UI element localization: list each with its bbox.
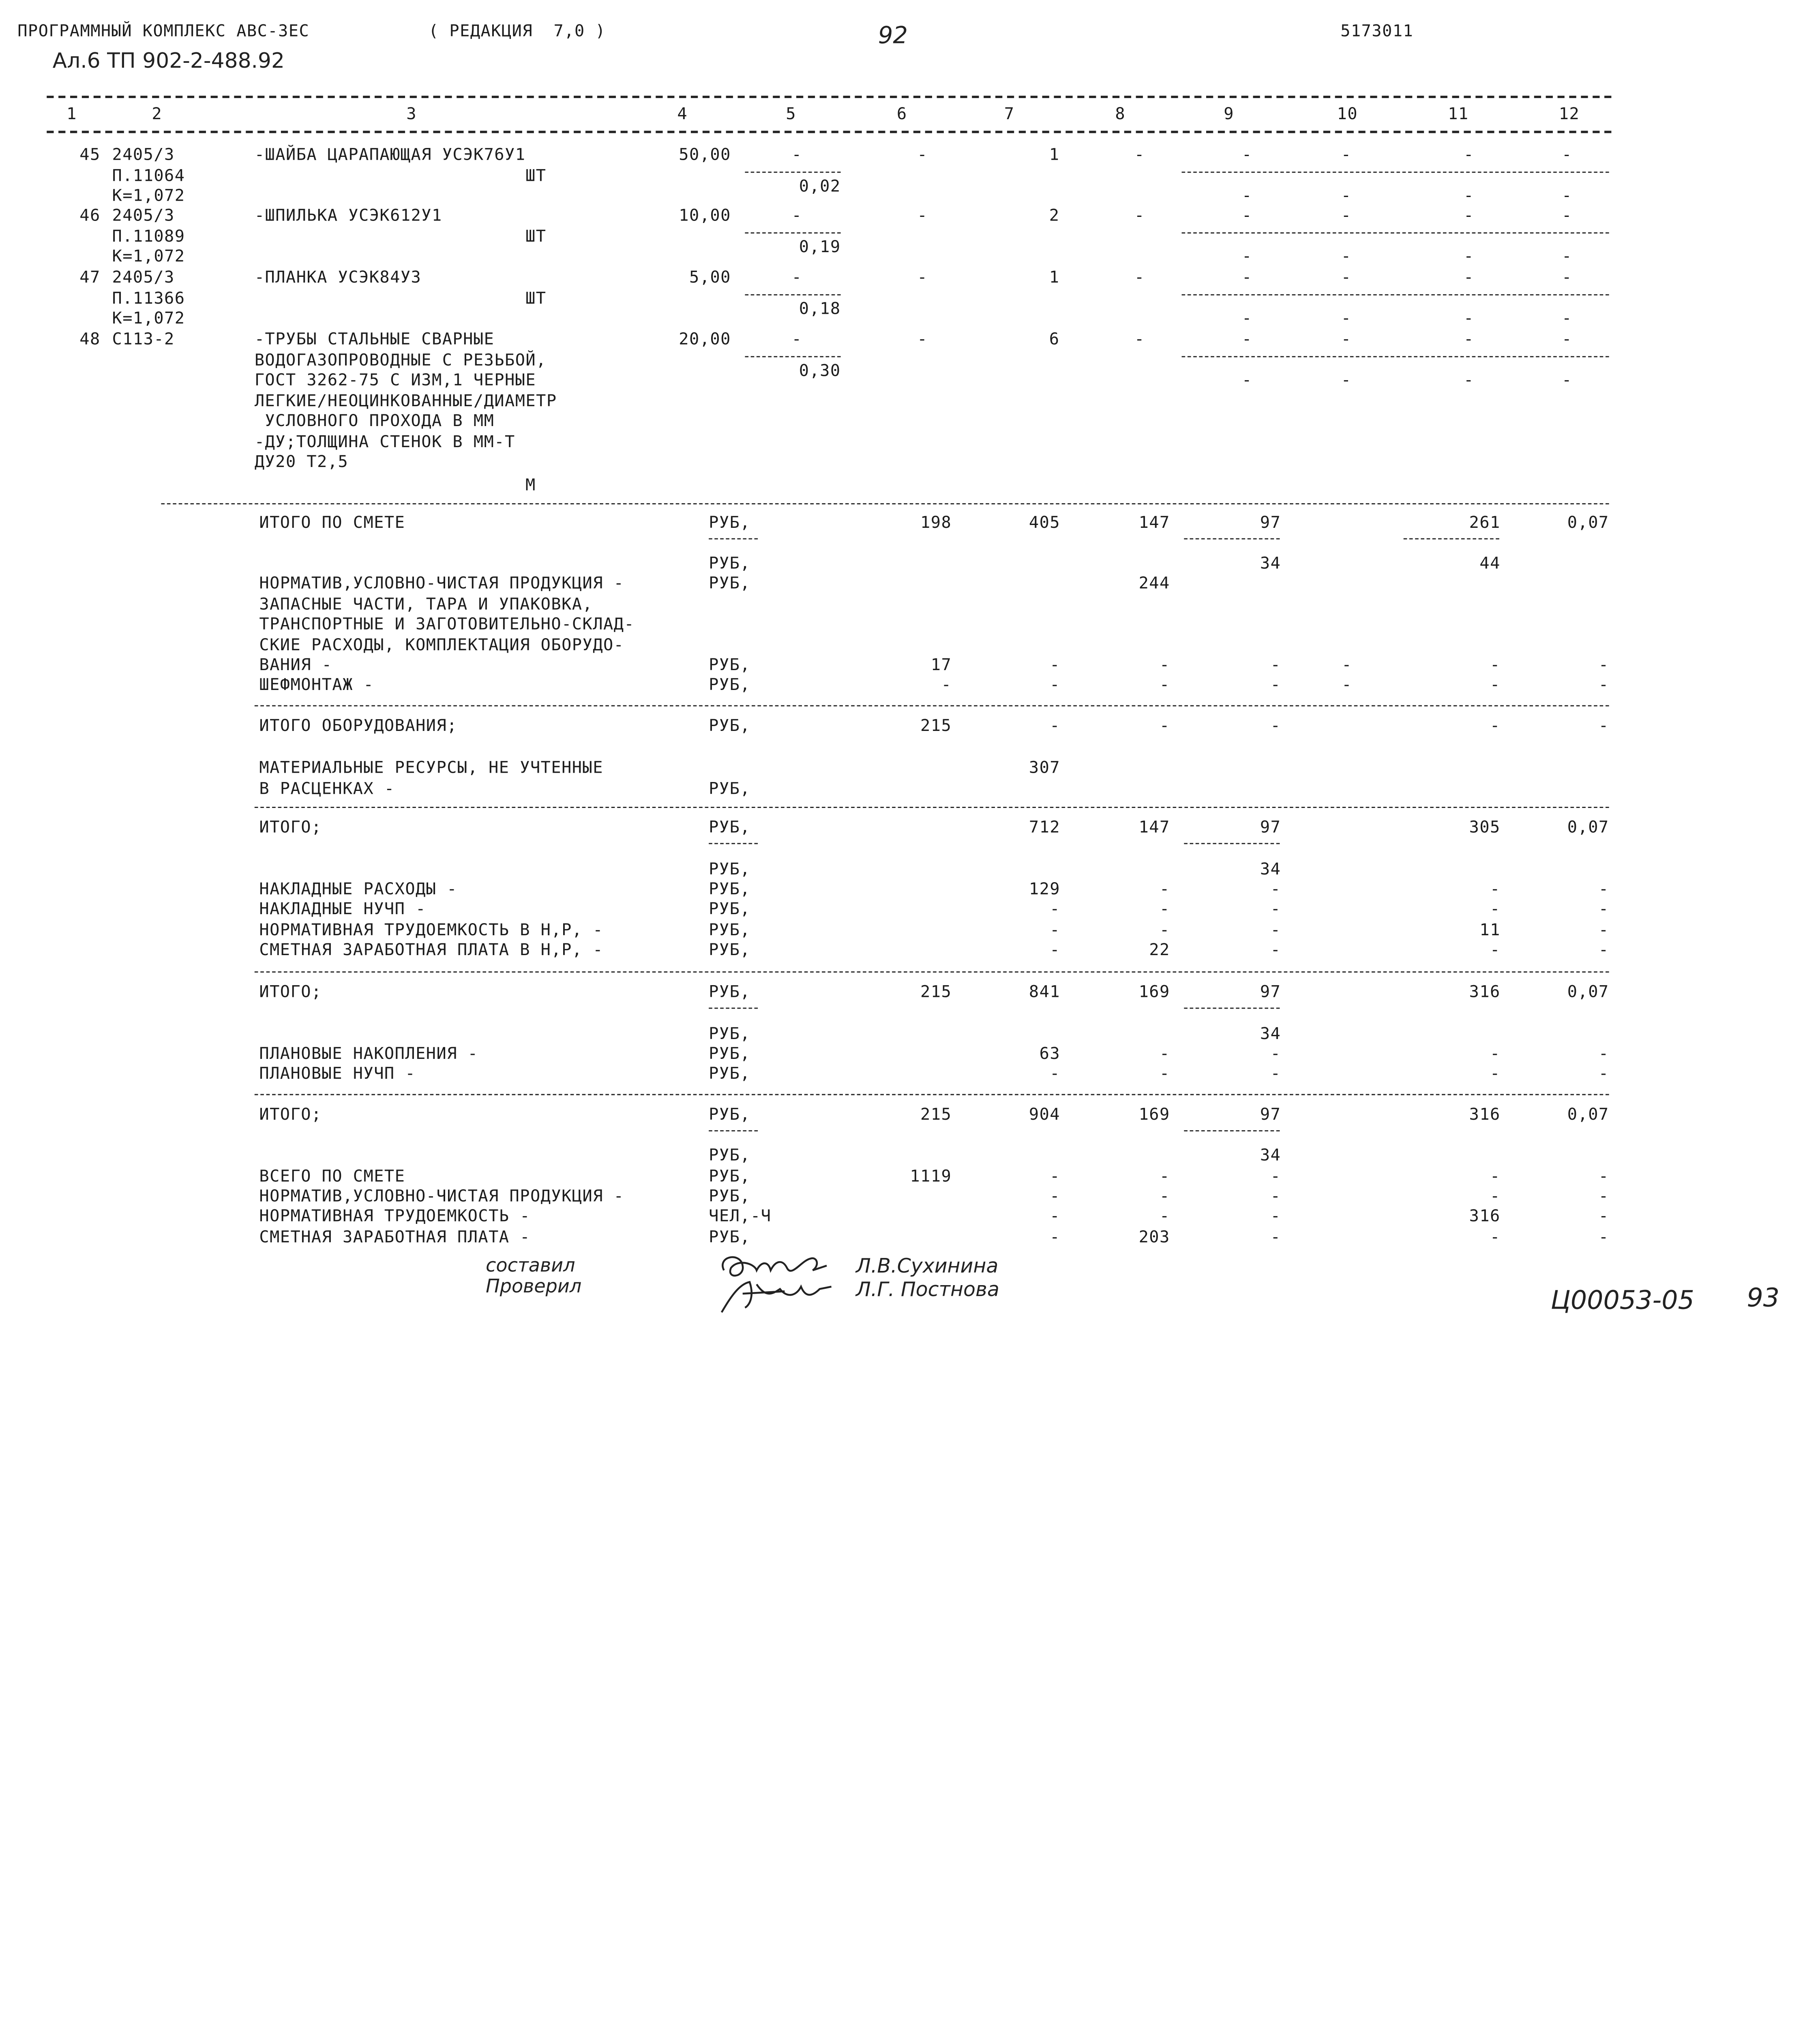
- summary-c8: 169: [1138, 1106, 1170, 1125]
- summary-c11: -: [1490, 1065, 1501, 1084]
- item-right-rule: [1182, 171, 1609, 173]
- summary-unit: РУБ,: [709, 1187, 751, 1206]
- summary-c9: -: [1270, 941, 1281, 960]
- summary-c11: -: [1490, 900, 1501, 919]
- item-name: ВОДОГАЗОПРОВОДНЫЕ С РЕЗЬБОЙ,: [254, 351, 547, 370]
- summary-c6: 1119: [910, 1168, 952, 1187]
- summary-c9: 34: [1260, 1025, 1281, 1044]
- unit-underline: [709, 1130, 758, 1131]
- summary-c9: -: [1270, 900, 1281, 919]
- compiler-name: Л.В.Сухинина: [856, 1255, 999, 1279]
- summary-unit: РУБ,: [709, 1045, 751, 1064]
- summary-c12: -: [1598, 941, 1609, 960]
- item-col8: -: [1134, 146, 1145, 165]
- summary-label: ИТОГО ПО СМЕТЕ: [259, 514, 405, 533]
- summary-c12: -: [1598, 676, 1609, 695]
- summary-c8: 203: [1138, 1228, 1170, 1247]
- item-c12-top: -: [1562, 206, 1572, 225]
- summary-label: НАКЛАДНЫЕ НУЧП -: [259, 900, 426, 919]
- summary-c9: -: [1270, 880, 1281, 899]
- column-header-3: 3: [406, 105, 417, 124]
- summary-top-rule: [161, 503, 1609, 504]
- summary-label: ИТОГО;: [259, 983, 322, 1002]
- summary-c9: -: [1270, 1228, 1281, 1247]
- checker-name: Л.Г. Постнова: [856, 1278, 999, 1302]
- compiled-label: составил: [486, 1254, 575, 1276]
- item-c12-bottom: -: [1562, 371, 1572, 390]
- summary-c11: 11: [1479, 921, 1501, 940]
- top-rule: [47, 96, 1611, 98]
- summary-c6: 215: [920, 1106, 952, 1125]
- summary-c9: 97: [1260, 818, 1281, 837]
- item-col7: 6: [1049, 330, 1060, 349]
- item-code: 2405/3: [112, 268, 175, 287]
- item-col6: -: [917, 268, 928, 287]
- summary-unit: РУБ,: [709, 921, 751, 940]
- item-c12-bottom: -: [1562, 186, 1572, 206]
- summary-unit: РУБ,: [709, 1228, 751, 1247]
- summary-c7: -: [1050, 1187, 1061, 1206]
- summary-c9: -: [1270, 656, 1281, 675]
- checked-label: Проверил: [486, 1275, 582, 1297]
- summary-c11: 261: [1469, 514, 1501, 533]
- item-name: -ШАЙБА ЦАРАПАЮЩАЯ УСЭК76У1: [254, 146, 526, 165]
- item-code: 2405/3: [112, 206, 175, 225]
- item-col5-top: -: [791, 146, 802, 165]
- summary-c11: 316: [1469, 1207, 1501, 1226]
- album-reference: Ал.6 ТП 902-2-488.92: [52, 49, 285, 74]
- summary-label: ВАНИЯ -: [259, 656, 332, 675]
- summary-c8: 244: [1138, 574, 1170, 594]
- column-header-9: 9: [1224, 105, 1234, 124]
- item-name: -ДУ;ТОЛЩИНА СТЕНОК В ММ-Т: [254, 433, 515, 452]
- summary-c9: -: [1270, 676, 1281, 695]
- summary-label: НОРМАТИВ,УСЛОВНО-ЧИСТАЯ ПРОДУКЦИЯ -: [259, 1187, 624, 1206]
- summary-c7: -: [1050, 921, 1061, 940]
- item-quantity: 20,00: [679, 330, 731, 349]
- item-c9-bottom: -: [1241, 247, 1252, 266]
- item-right-rule: [1182, 232, 1609, 234]
- item-name: ГОСТ 3262-75 С ИЗМ,1 ЧЕРНЫЕ: [254, 371, 536, 390]
- column-header-7: 7: [1004, 105, 1015, 124]
- summary-c9: -: [1270, 1065, 1281, 1084]
- item-c9-top: -: [1241, 268, 1252, 287]
- summary-c11: -: [1490, 1228, 1501, 1247]
- summary-c12: -: [1598, 1228, 1609, 1247]
- summary-c11: 316: [1469, 1106, 1501, 1125]
- summary-section-rule: [255, 807, 1609, 808]
- item-col5-bottom: 0,18: [799, 300, 841, 319]
- item-c11-top: -: [1464, 146, 1474, 165]
- item-right-rule: [1182, 356, 1609, 357]
- summary-c12: -: [1598, 717, 1609, 736]
- summary-c7: 841: [1029, 983, 1061, 1002]
- summary-c7: 712: [1029, 818, 1061, 837]
- item-col8: -: [1134, 268, 1145, 287]
- item-name: -ТРУБЫ СТАЛЬНЫЕ СВАРНЫЕ: [254, 330, 495, 349]
- summary-c8: -: [1160, 880, 1170, 899]
- summary-c9: 97: [1260, 1106, 1281, 1125]
- summary-c8: 22: [1149, 941, 1170, 960]
- item-right-rule: [1182, 294, 1609, 296]
- summary-c12: 0,07: [1567, 983, 1609, 1002]
- item-name: ЛЕГКИЕ/НЕОЦИНКОВАННЫЕ/ДИАМЕТР: [254, 392, 557, 411]
- item-c9-top: -: [1241, 206, 1252, 225]
- item-c12-bottom: -: [1562, 247, 1572, 266]
- item-code: К=1,072: [112, 309, 185, 328]
- summary-c9: 34: [1260, 860, 1281, 879]
- summary-label: ИТОГО ОБОРУДОВАНИЯ;: [259, 717, 457, 736]
- checker-signature-icon: [715, 1273, 855, 1319]
- summary-unit: РУБ,: [709, 656, 751, 675]
- item-col5-top: -: [791, 268, 802, 287]
- unit-underline: [709, 538, 758, 540]
- unit-underline: [709, 1007, 758, 1009]
- summary-c7: -: [1050, 900, 1061, 919]
- item-col5-rule: [745, 171, 840, 173]
- column-header-11: 11: [1448, 105, 1469, 124]
- summary-label: НОРМАТИВ,УСЛОВНО-ЧИСТАЯ ПРОДУКЦИЯ -: [259, 574, 624, 594]
- summary-c12: -: [1598, 1187, 1609, 1206]
- summary-c8: -: [1160, 921, 1170, 940]
- column-header-6: 6: [896, 105, 907, 124]
- item-name: УСЛОВНОГО ПРОХОДА В ММ: [254, 412, 495, 431]
- item-col6: -: [917, 330, 928, 349]
- summary-c9: 34: [1260, 555, 1281, 574]
- item-col5-bottom: 0,30: [799, 362, 841, 381]
- summary-c11: 316: [1469, 983, 1501, 1002]
- summary-c8: -: [1160, 1168, 1170, 1187]
- item-c12-bottom: -: [1562, 309, 1572, 328]
- item-c10-top: -: [1341, 206, 1352, 225]
- item-col8: -: [1134, 206, 1145, 225]
- summary-label: СМЕТНАЯ ЗАРАБОТНАЯ ПЛАТА В Н,Р, -: [259, 941, 603, 960]
- item-c10-bottom: -: [1341, 371, 1352, 390]
- column-header-12: 12: [1558, 105, 1580, 124]
- summary-label: ПЛАНОВЫЕ НАКОПЛЕНИЯ -: [259, 1045, 478, 1064]
- summary-c7: 405: [1029, 514, 1061, 533]
- col9-underline: [1184, 1007, 1280, 1009]
- edition-label: ( РЕДАКЦИЯ 7,0 ): [428, 22, 606, 41]
- summary-unit: РУБ,: [709, 818, 751, 837]
- summary-label: МАТЕРИАЛЬНЫЕ РЕСУРСЫ, НЕ УЧТЕННЫЕ: [259, 759, 603, 778]
- item-c11-bottom: -: [1464, 371, 1474, 390]
- program-title: ПРОГРАММНЫЙ КОМПЛЕКС АВС-3ЕС: [17, 22, 310, 41]
- item-c9-top: -: [1241, 330, 1252, 349]
- item-name: -ШПИЛЬКА УСЭК612У1: [254, 206, 442, 225]
- summary-unit: РУБ,: [709, 983, 751, 1002]
- summary-c7: -: [1050, 656, 1061, 675]
- summary-unit: РУБ,: [709, 779, 751, 798]
- summary-c12: -: [1598, 1045, 1609, 1064]
- summary-unit: РУБ,: [709, 860, 751, 879]
- summary-c11: -: [1490, 941, 1501, 960]
- summary-c8: -: [1160, 1065, 1170, 1084]
- item-unit: ШТ: [525, 166, 547, 185]
- summary-unit: РУБ,: [709, 514, 751, 533]
- item-c10-bottom: -: [1341, 247, 1352, 266]
- col9-underline: [1184, 1130, 1280, 1131]
- column-header-1: 1: [66, 105, 77, 124]
- item-number: 48: [79, 330, 101, 349]
- unit-underline: [709, 843, 758, 844]
- summary-section-rule: [255, 971, 1609, 973]
- item-c10-top: -: [1341, 146, 1352, 165]
- item-c9-bottom: -: [1241, 371, 1252, 390]
- doc-code: 5173011: [1340, 22, 1414, 41]
- summary-c9: 97: [1260, 983, 1281, 1002]
- item-c11-top: -: [1464, 268, 1474, 287]
- summary-c12: -: [1598, 1168, 1609, 1187]
- item-c11-bottom: -: [1464, 309, 1474, 328]
- column-header-10: 10: [1337, 105, 1358, 124]
- summary-c11: -: [1490, 676, 1501, 695]
- summary-c7: -: [1050, 1207, 1061, 1226]
- item-col5-rule: [745, 356, 840, 357]
- item-col5-rule: [745, 232, 840, 234]
- col9-underline: [1184, 538, 1280, 540]
- summary-c9: -: [1270, 717, 1281, 736]
- summary-c6: 215: [920, 717, 952, 736]
- summary-c6: -: [941, 676, 952, 695]
- item-col5-bottom: 0,02: [799, 177, 841, 196]
- summary-label: СМЕТНАЯ ЗАРАБОТНАЯ ПЛАТА -: [259, 1228, 530, 1247]
- item-quantity: 10,00: [679, 206, 731, 225]
- summary-unit: РУБ,: [709, 676, 751, 695]
- item-c9-top: -: [1241, 146, 1252, 165]
- summary-label: В РАСЦЕНКАХ -: [259, 779, 395, 798]
- summary-c7: -: [1050, 1168, 1061, 1187]
- summary-c9: -: [1270, 1168, 1281, 1187]
- summary-c8: 169: [1138, 983, 1170, 1002]
- item-number: 45: [79, 146, 101, 165]
- summary-c11: 44: [1479, 555, 1501, 574]
- item-col7: 1: [1049, 146, 1060, 165]
- summary-c11: -: [1490, 1168, 1501, 1187]
- summary-c7: -: [1050, 717, 1061, 736]
- summary-unit: РУБ,: [709, 1146, 751, 1166]
- item-col7: 2: [1049, 206, 1060, 225]
- sheet-number: 93: [1747, 1284, 1780, 1314]
- summary-unit: РУБ,: [709, 880, 751, 899]
- item-col5-bottom: 0,19: [799, 238, 841, 257]
- item-code: К=1,072: [112, 186, 185, 206]
- summary-c8: -: [1160, 676, 1170, 695]
- summary-c11: -: [1490, 717, 1501, 736]
- item-col5-rule: [745, 294, 840, 296]
- summary-label: СКИЕ РАСХОДЫ, КОМПЛЕКТАЦИЯ ОБОРУДО-: [259, 636, 624, 655]
- item-c12-top: -: [1562, 146, 1572, 165]
- summary-c11: -: [1490, 1045, 1501, 1064]
- item-code: К=1,072: [112, 247, 185, 266]
- item-code: С113-2: [112, 330, 175, 349]
- item-code: П.11089: [112, 227, 185, 246]
- item-c9-bottom: -: [1241, 186, 1252, 206]
- item-col6: -: [917, 146, 928, 165]
- summary-unit: РУБ,: [709, 900, 751, 919]
- summary-c6: 17: [930, 656, 952, 675]
- summary-c7: -: [1050, 941, 1061, 960]
- summary-label: ИТОГО;: [259, 818, 322, 837]
- summary-label: ПЛАНОВЫЕ НУЧП -: [259, 1065, 416, 1084]
- item-c12-top: -: [1562, 268, 1572, 287]
- summary-section-rule: [255, 705, 1609, 707]
- summary-unit: РУБ,: [709, 1168, 751, 1187]
- summary-c9: -: [1270, 1187, 1281, 1206]
- summary-c10: -: [1342, 656, 1353, 675]
- summary-label: ВСЕГО ПО СМЕТЕ: [259, 1168, 405, 1187]
- item-code: П.11366: [112, 289, 185, 308]
- item-quantity: 5,00: [689, 268, 731, 287]
- summary-c8: 147: [1138, 514, 1170, 533]
- item-code: П.11064: [112, 166, 185, 185]
- summary-unit: РУБ,: [709, 941, 751, 960]
- summary-unit: РУБ,: [709, 1065, 751, 1084]
- col11-underline: [1404, 538, 1499, 540]
- item-unit: ШТ: [525, 227, 547, 246]
- summary-c10: -: [1342, 676, 1353, 695]
- summary-c7: 307: [1029, 759, 1061, 778]
- summary-c11: -: [1490, 656, 1501, 675]
- summary-c12: -: [1598, 1065, 1609, 1084]
- item-col6: -: [917, 206, 928, 225]
- summary-label: НОРМАТИВНАЯ ТРУДОЕМКОСТЬ -: [259, 1207, 530, 1226]
- summary-c8: -: [1160, 900, 1170, 919]
- summary-unit: РУБ,: [709, 1106, 751, 1125]
- summary-c11: -: [1490, 1187, 1501, 1206]
- col9-underline: [1184, 843, 1280, 844]
- summary-c9: -: [1270, 921, 1281, 940]
- summary-c6: 198: [920, 514, 952, 533]
- item-c11-top: -: [1464, 206, 1474, 225]
- summary-label: НОРМАТИВНАЯ ТРУДОЕМКОСТЬ В Н,Р, -: [259, 921, 603, 940]
- summary-c12: -: [1598, 900, 1609, 919]
- summary-label: ИТОГО;: [259, 1106, 322, 1125]
- column-header-4: 4: [677, 105, 688, 124]
- page-number: 92: [878, 21, 908, 49]
- summary-c9: 34: [1260, 1146, 1281, 1166]
- item-c9-bottom: -: [1241, 309, 1252, 328]
- summary-c12: 0,07: [1567, 818, 1609, 837]
- summary-c12: -: [1598, 880, 1609, 899]
- summary-c12: -: [1598, 1207, 1609, 1226]
- summary-c9: -: [1270, 1207, 1281, 1226]
- item-col5-top: -: [791, 206, 802, 225]
- summary-c8: -: [1160, 1207, 1170, 1226]
- summary-c7: -: [1050, 676, 1061, 695]
- item-c10-bottom: -: [1341, 309, 1352, 328]
- footer-stamp: Ц00053-05: [1550, 1286, 1694, 1316]
- item-c11-bottom: -: [1464, 186, 1474, 206]
- summary-label: ТРАНСПОРТНЫЕ И ЗАГОТОВИТЕЛЬНО-СКЛАД-: [259, 615, 635, 634]
- item-col5-top: -: [791, 330, 802, 349]
- summary-c12: -: [1598, 921, 1609, 940]
- item-col7: 1: [1049, 268, 1060, 287]
- summary-c8: -: [1160, 1045, 1170, 1064]
- summary-c9: -: [1270, 1045, 1281, 1064]
- item-quantity: 50,00: [679, 146, 731, 165]
- summary-unit: РУБ,: [709, 717, 751, 736]
- item-unit: М: [525, 476, 536, 495]
- summary-unit: РУБ,: [709, 1025, 751, 1044]
- summary-c7: 129: [1029, 880, 1061, 899]
- item-number: 47: [79, 268, 101, 287]
- summary-c8: -: [1160, 717, 1170, 736]
- column-header-5: 5: [786, 105, 796, 124]
- item-name: ДУ20 Т2,5: [254, 453, 349, 472]
- item-c10-bottom: -: [1341, 186, 1352, 206]
- summary-unit: РУБ,: [709, 574, 751, 594]
- summary-label: ЗАПАСНЫЕ ЧАСТИ, ТАРА И УПАКОВКА,: [259, 595, 593, 614]
- summary-c7: 63: [1039, 1045, 1061, 1064]
- summary-unit: РУБ,: [709, 555, 751, 574]
- summary-section-rule: [255, 1094, 1609, 1095]
- summary-unit: ЧЕЛ,-Ч: [709, 1207, 772, 1226]
- item-col8: -: [1134, 330, 1145, 349]
- item-unit: ШТ: [525, 289, 547, 308]
- summary-c9: 97: [1260, 514, 1281, 533]
- summary-c12: -: [1598, 656, 1609, 675]
- summary-c11: 305: [1469, 818, 1501, 837]
- summary-c7: -: [1050, 1065, 1061, 1084]
- summary-c11: -: [1490, 880, 1501, 899]
- column-header-8: 8: [1115, 105, 1126, 124]
- item-number: 46: [79, 206, 101, 225]
- summary-c7: -: [1050, 1228, 1061, 1247]
- summary-c12: 0,07: [1567, 1106, 1609, 1125]
- item-c10-top: -: [1341, 268, 1352, 287]
- summary-c7: 904: [1029, 1106, 1061, 1125]
- column-header-2: 2: [152, 105, 163, 124]
- summary-c8: -: [1160, 656, 1170, 675]
- summary-c8: -: [1160, 1187, 1170, 1206]
- header-rule: [47, 131, 1611, 133]
- item-code: 2405/3: [112, 146, 175, 165]
- item-c12-top: -: [1562, 330, 1572, 349]
- item-c10-top: -: [1341, 330, 1352, 349]
- summary-label: ШЕФМОНТАЖ -: [259, 676, 374, 695]
- item-c11-bottom: -: [1464, 247, 1474, 266]
- summary-c8: 147: [1138, 818, 1170, 837]
- summary-label: НАКЛАДНЫЕ РАСХОДЫ -: [259, 880, 457, 899]
- item-name: -ПЛАНКА УСЭК84У3: [254, 268, 422, 287]
- item-c11-top: -: [1464, 330, 1474, 349]
- summary-c12: 0,07: [1567, 514, 1609, 533]
- summary-c6: 215: [920, 983, 952, 1002]
